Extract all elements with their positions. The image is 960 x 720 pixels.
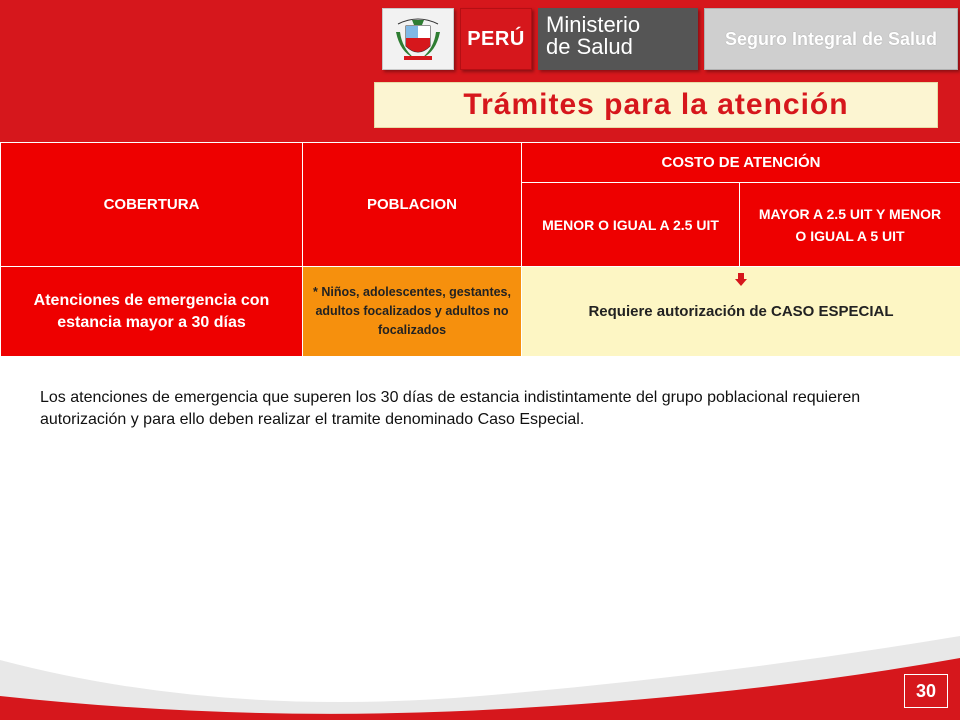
- header-menor-2-5-uit: MENOR O IGUAL A 2.5 UIT: [522, 183, 740, 267]
- peru-crest-icon: [390, 12, 446, 66]
- header-poblacion: POBLACION: [303, 143, 522, 267]
- page-number: 30: [904, 674, 948, 708]
- peru-crest-logo: [382, 8, 454, 70]
- requisito-text: Requiere autorización de: [588, 303, 771, 320]
- peru-brand-box: PERÚ: [460, 8, 532, 70]
- decorative-wave: [0, 600, 960, 720]
- header-costo-atencion: COSTO DE ATENCIÓN: [522, 143, 960, 183]
- header-cobertura: COBERTURA: [1, 143, 303, 267]
- cell-cobertura: Atenciones de emergencia con estancia mayor a 30 días: [1, 267, 303, 357]
- requisito-emphasis: CASO ESPECIAL: [771, 303, 894, 320]
- header-mayor-2-5-uit: MAYOR A 2.5 UIT Y MENOR O IGUAL A 5 UIT: [740, 183, 960, 267]
- ministerio-de-salud-box: [538, 8, 698, 70]
- header-logos: [382, 8, 958, 70]
- coverage-table: [0, 142, 960, 357]
- down-arrow-icon: [735, 273, 747, 287]
- seguro-integral-box: Seguro Integral de Salud: [704, 8, 958, 70]
- cell-poblacion: * Niños, adolescentes, gestantes, adultos focalizados y adultos no focalizados: [303, 267, 522, 357]
- minsa-line1: Ministerio: [546, 12, 641, 37]
- body-paragraph: Los atenciones de emergencia que superen los 30 días de estancia indistintamente del grupo poblacional requieren autorización y para ello deben realizar el tramite denominado Caso Especial.: [40, 389, 861, 428]
- page-title: Trámites para la atención: [374, 82, 938, 128]
- minsa-line2: de Salud: [546, 34, 633, 59]
- cell-requisito: [522, 267, 960, 357]
